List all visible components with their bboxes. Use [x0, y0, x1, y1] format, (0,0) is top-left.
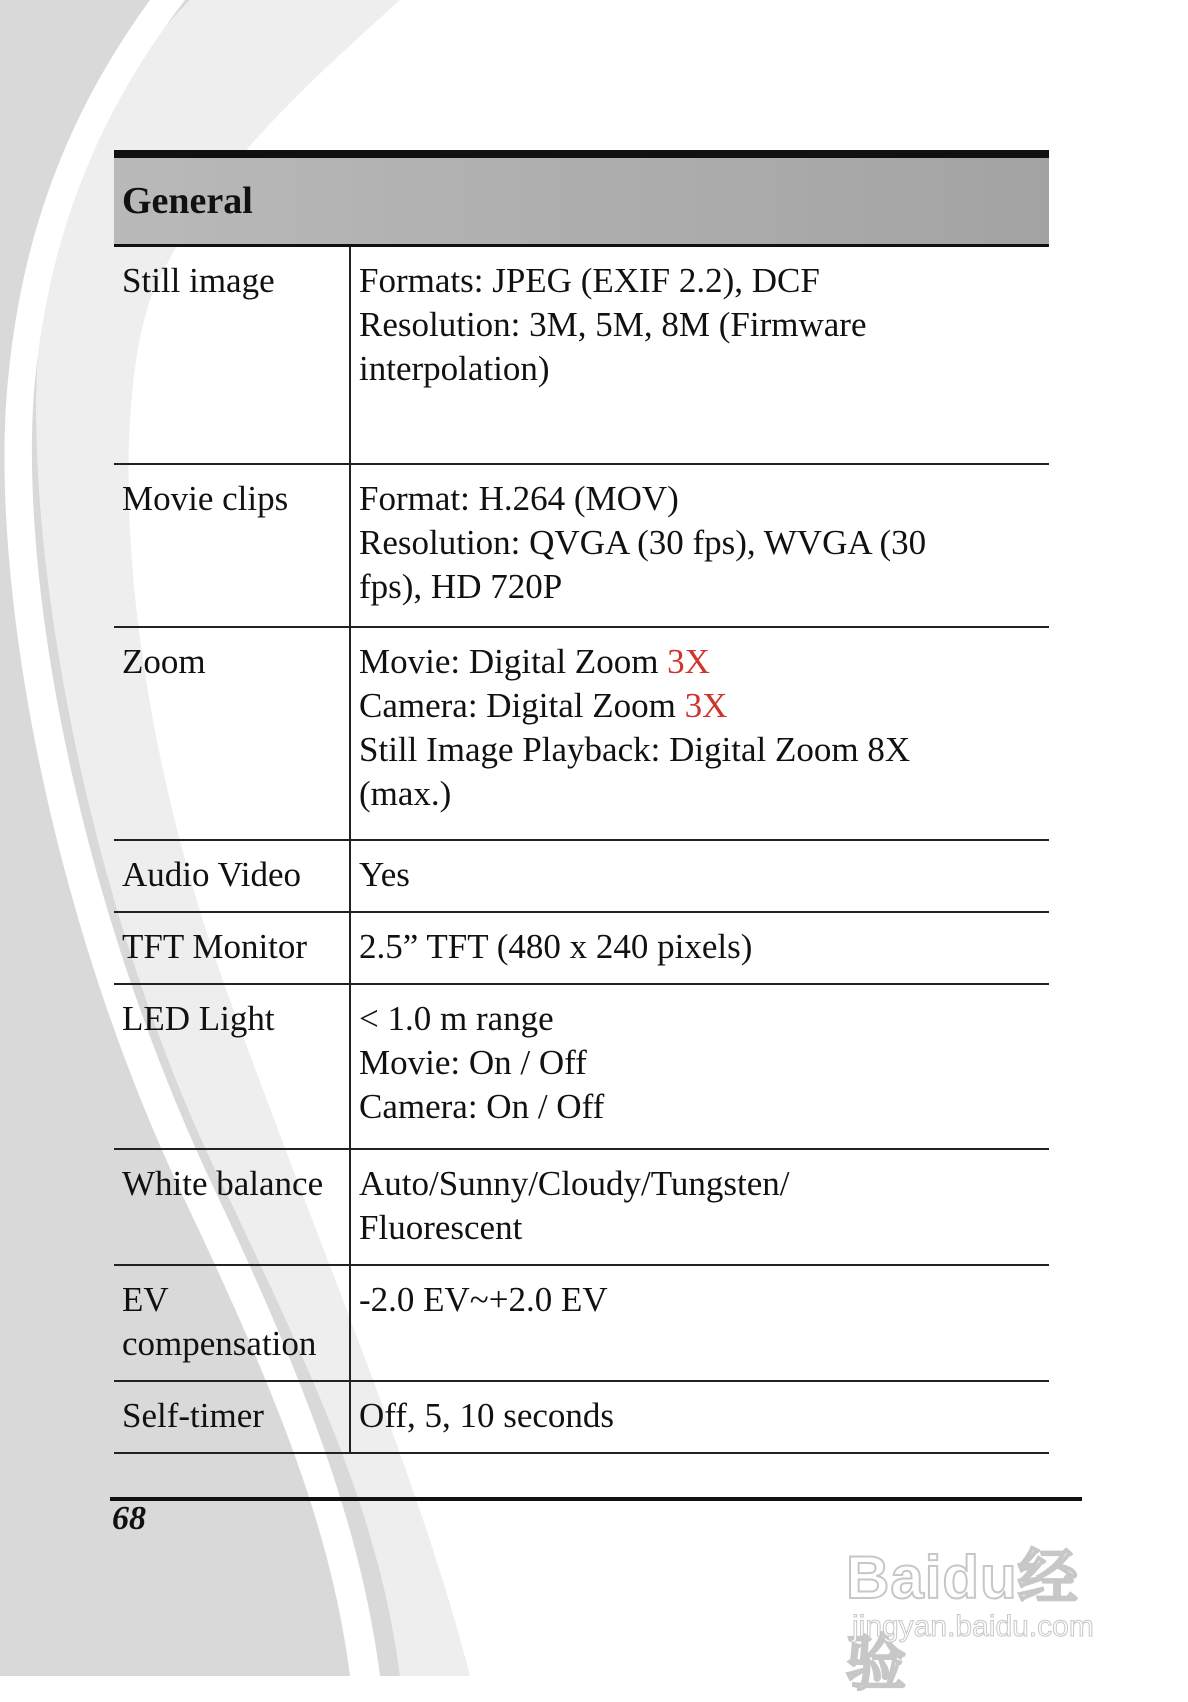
- value-text: Formats: JPEG (EXIF 2.2), DCF: [359, 261, 820, 300]
- spec-value: [350, 627, 1049, 840]
- spec-label: Still image: [114, 246, 350, 464]
- section-heading-general: General: [114, 154, 1049, 246]
- footer-rule: [110, 1497, 1082, 1501]
- spec-value: [350, 1381, 1049, 1453]
- spec-value: [350, 464, 1049, 627]
- spec-value-line: [359, 853, 1041, 897]
- spec-value-line: [359, 303, 1041, 347]
- value-text: interpolation): [359, 349, 550, 388]
- watermark-url: jingyan.baidu.com: [852, 1610, 1094, 1643]
- value-text: Movie: Digital Zoom: [359, 641, 668, 681]
- watermark-logo: Baidu经验: [846, 1544, 1079, 1697]
- highlighted-value: 3X: [684, 685, 728, 725]
- spec-value: [350, 912, 1049, 984]
- table-row: [114, 464, 1049, 627]
- value-text: fps), HD 720P: [359, 566, 563, 606]
- spec-value-line: [359, 1278, 1041, 1322]
- spec-label: LED Light: [114, 984, 350, 1149]
- table-row: [114, 1381, 1049, 1453]
- spec-value-line: [359, 1394, 1041, 1438]
- value-text: Yes: [359, 854, 410, 894]
- spec-label: Movie clips: [114, 464, 350, 627]
- spec-value: [350, 984, 1049, 1149]
- value-text: Camera: On / Off: [359, 1086, 605, 1126]
- table-body: [114, 246, 1049, 1453]
- spec-value-line: [359, 347, 1041, 391]
- spec-value-line: [359, 1162, 1041, 1206]
- table-row: [114, 984, 1049, 1149]
- value-text: -2.0 EV~+2.0 EV: [359, 1279, 608, 1319]
- spec-label: TFT Monitor: [114, 912, 350, 984]
- spec-label: Zoom: [114, 627, 350, 840]
- spec-value-line: [359, 925, 1041, 969]
- value-text: Still Image Playback: Digital Zoom 8X: [359, 729, 911, 769]
- value-text: (max.): [359, 773, 452, 813]
- spec-value: [350, 1149, 1049, 1265]
- spec-value-line: [359, 1041, 1041, 1085]
- spec-label: White balance: [114, 1149, 350, 1265]
- spec-value-line: [359, 997, 1041, 1041]
- spec-value: [350, 840, 1049, 912]
- table-header-row: [114, 154, 1049, 246]
- baidu-watermark: [846, 1530, 1136, 1697]
- spec-value: [350, 1265, 1049, 1381]
- page-number: 68: [112, 1500, 146, 1537]
- value-text: Format: H.264 (MOV): [359, 478, 679, 518]
- spec-label: Self-timer: [114, 1381, 350, 1453]
- table-row: [114, 912, 1049, 984]
- table-row: [114, 840, 1049, 912]
- value-text: Auto/Sunny/Cloudy/Tungsten/: [359, 1163, 790, 1203]
- spec-value-line: [359, 1085, 1041, 1129]
- spec-label: EV compensation: [114, 1265, 350, 1381]
- spec-label: Audio Video: [114, 840, 350, 912]
- spec-value-line: [359, 640, 1041, 684]
- spec-value: [350, 246, 1049, 464]
- table-row: [114, 1149, 1049, 1265]
- spec-value-line: [359, 728, 1041, 772]
- spec-value-line: [359, 684, 1041, 728]
- highlighted-value: 3X: [667, 641, 710, 681]
- value-text: Off, 5, 10 seconds: [359, 1395, 615, 1435]
- value-text: Resolution: 3M, 5M, 8M (Firmware: [359, 305, 867, 344]
- spec-value-line: [359, 477, 1041, 521]
- table-row: [114, 1265, 1049, 1381]
- value-text: Fluorescent: [359, 1207, 523, 1247]
- spec-value-line: [359, 565, 1041, 609]
- value-text: Camera: Digital Zoom: [359, 685, 685, 725]
- spec-value-line: [359, 521, 1041, 565]
- value-text: < 1.0 m range: [359, 998, 554, 1038]
- value-text: Resolution: QVGA (30 fps), WVGA (30: [359, 522, 927, 562]
- table-row: [114, 627, 1049, 840]
- value-text: 2.5” TFT (480 x 240 pixels): [359, 926, 753, 966]
- spec-value-line: [359, 772, 1041, 816]
- table-row: [114, 246, 1049, 464]
- specifications-table: [114, 150, 1049, 1454]
- spec-value-line: [359, 1206, 1041, 1250]
- spec-value-line: [359, 259, 1041, 303]
- value-text: Movie: On / Off: [359, 1042, 587, 1082]
